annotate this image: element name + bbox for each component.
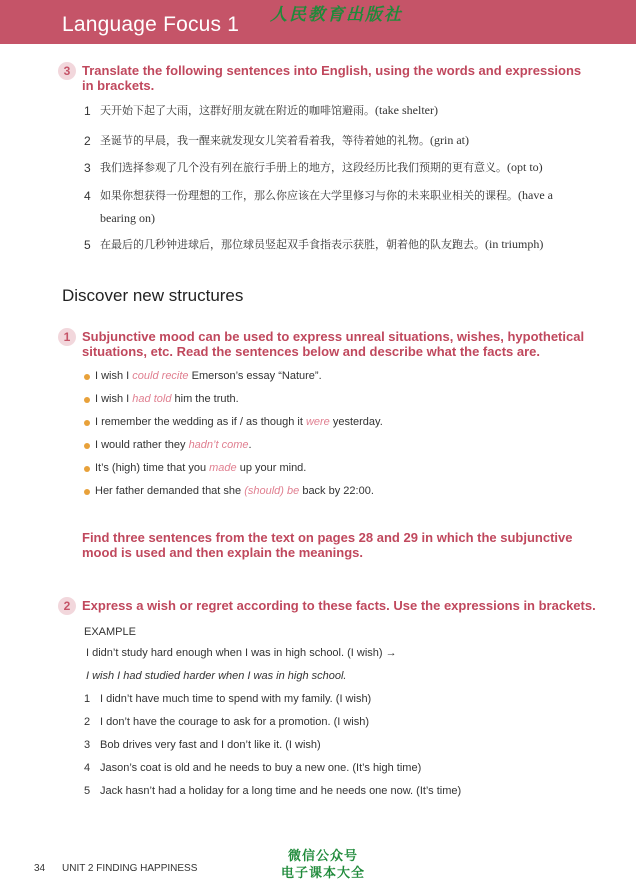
fact-sentence: Jack hasn’t had a holiday for a long time and he needs one now. (It’s time) — [100, 785, 462, 797]
example-sentence — [95, 370, 322, 382]
fact-sentence: Bob drives very fast and I don’t like it. (I wish) — [100, 739, 321, 751]
item-number: 5 — [84, 785, 91, 797]
item-number: 5 — [84, 238, 91, 252]
chinese-sentence: 在最后的几秒钟进球后，那位球员竖起双手食指表示获胜，朝着他的队友跑去。 — [100, 238, 485, 251]
example-sentence — [95, 462, 306, 474]
hint-expression: (take shelter) — [375, 103, 438, 117]
fact-sentence: Jason’s coat is old and he needs to buy a new one. (It’s high time) — [100, 762, 422, 774]
example-answer: I wish I had studied harder when I was in high school. — [86, 670, 347, 682]
fact-sentence: I didn’t have much time to spend with my family. (I wish) — [100, 693, 372, 705]
example-fact: I didn’t study hard enough when I was in high school. (I wish) → — [86, 647, 397, 659]
item-number: 2 — [84, 134, 91, 148]
highlighted-verb: were — [305, 416, 330, 428]
instruction-line: Translate the following sentences into English, using the words and expressions — [82, 63, 582, 78]
translation-item — [100, 129, 469, 152]
instruction-line: Subjunctive mood can be used to express unreal situations, wishes, hypothetical — [82, 329, 585, 344]
sentence-text: up your mind. — [236, 462, 307, 474]
chinese-sentence: 如果你想获得一份理想的工作，那么你应该在大学里修习与你的未来职业相关的课程。 — [100, 189, 518, 202]
hint-expression: (have a — [518, 188, 553, 202]
sentence-text: I would rather they — [95, 439, 189, 451]
highlighted-verb: hadn’t come — [188, 439, 249, 451]
fact-sentence: I don’t have the courage to ask for a promotion. (I wish) — [100, 716, 370, 728]
sentence-text: It’s (high) time that you — [95, 462, 210, 474]
watermark-line: 微信公众号 — [287, 849, 358, 864]
sentence-text: Her father demanded that she — [95, 485, 245, 497]
bullet-dot — [84, 443, 90, 449]
sentence-text: back by 22:00. — [299, 485, 374, 497]
sentence-text: . — [248, 439, 252, 451]
example-sentence — [95, 416, 383, 428]
example-sentence — [95, 485, 374, 497]
section-title: Discover new structures — [62, 286, 244, 305]
item-number: 1 — [84, 104, 91, 118]
exercise-number: 3 — [58, 62, 76, 80]
unit-label: UNIT 2 FINDING HAPPINESS — [62, 863, 198, 874]
highlighted-verb: (should) be — [244, 485, 300, 497]
example-sentence — [95, 393, 239, 405]
exercise-number: 2 — [58, 597, 76, 615]
instruction-line: Find three sentences from the text on pages 28 and 29 in which the subjunctive — [82, 530, 573, 545]
bullet-dot — [84, 420, 90, 426]
chinese-sentence: 天开始下起了大雨，这群好朋友就在附近的咖啡馆避雨。 — [100, 104, 375, 117]
bullet-dot — [84, 489, 90, 495]
item-number: 4 — [84, 189, 91, 203]
translation-item — [100, 233, 543, 256]
sentence-text: him the truth. — [171, 393, 239, 405]
wechat-watermark — [271, 848, 375, 882]
item-number: 4 — [84, 762, 91, 774]
page-number: 34 — [34, 863, 46, 874]
publisher-stamp: 人民教育出版社 — [270, 5, 403, 25]
sentence-text: I remember the wedding as if / as though it — [95, 416, 306, 428]
followup-instruction — [82, 530, 573, 560]
hint-expression: (in triumph) — [485, 237, 544, 251]
exercise-instruction — [82, 63, 581, 93]
highlighted-verb: had told — [132, 393, 172, 405]
instruction-line: mood is used and then explain the meanings. — [82, 545, 363, 560]
bullet-dot — [84, 466, 90, 472]
example-label: EXAMPLE — [84, 626, 136, 638]
chinese-sentence: 圣诞节的早晨，我一醒来就发现女儿笑着看着我，等待着她的礼物。 — [100, 134, 430, 147]
highlighted-verb: made — [209, 462, 237, 474]
item-number: 3 — [84, 739, 91, 751]
chinese-sentence: 我们选择参观了几个没有列在旅行手册上的地方，这段经历比我们预期的更有意义。 — [100, 161, 507, 174]
bullet-dot — [84, 374, 90, 380]
bullet-dot — [84, 397, 90, 403]
instruction-line: situations, etc. Read the sentences below and describe what the facts are. — [82, 344, 541, 359]
item-number: 2 — [84, 716, 91, 728]
sentence-text: I wish I — [95, 370, 133, 382]
watermark-line: 电子课本大全 — [280, 866, 365, 881]
translation-item — [100, 99, 438, 122]
instruction-line: in brackets. — [82, 78, 155, 93]
item-number: 3 — [84, 161, 91, 175]
sentence-text: I wish I — [95, 393, 133, 405]
translation-item — [100, 156, 543, 179]
exercise-number: 1 — [58, 328, 76, 346]
highlighted-verb: could recite — [132, 370, 189, 382]
hint-expression: (opt to) — [507, 160, 543, 174]
exercise-instruction: Express a wish or regret according to these facts. Use the expressions in brackets. — [82, 598, 596, 613]
page-title: Language Focus 1 — [62, 13, 240, 36]
hint-expression-continued: bearing on) — [100, 211, 155, 225]
sentence-text: yesterday. — [329, 416, 383, 428]
hint-expression: (grin at) — [430, 133, 469, 147]
item-number: 1 — [84, 693, 91, 705]
sentence-text: Emerson’s essay “Nature”. — [188, 370, 322, 382]
translation-item — [100, 184, 580, 229]
exercise-instruction — [82, 329, 584, 359]
example-sentence — [95, 439, 252, 451]
